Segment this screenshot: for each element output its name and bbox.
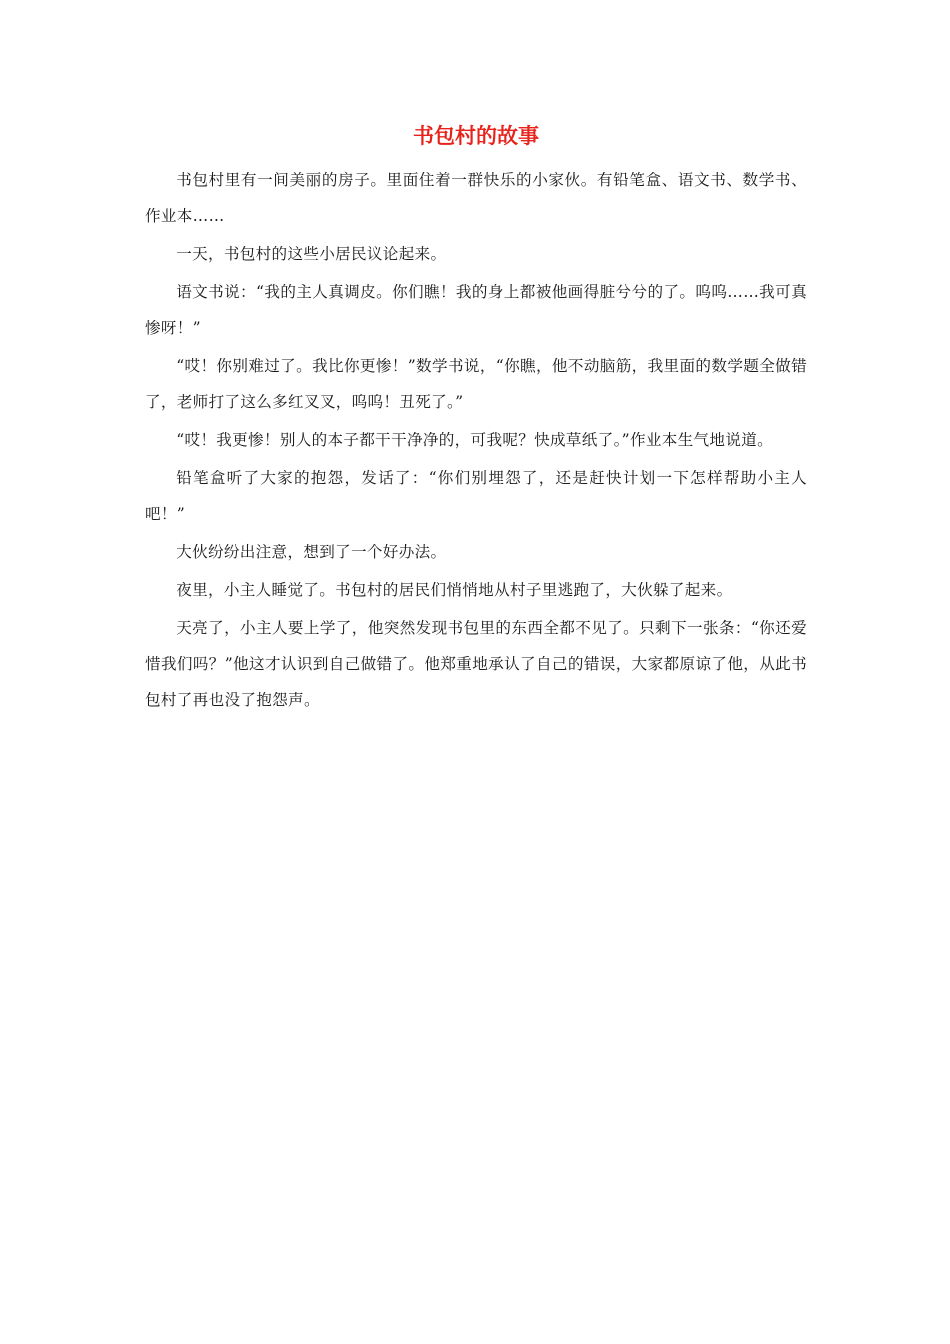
paragraph-1: 书包村里有一间美丽的房子。里面住着一群快乐的小家伙。有铅笔盒、语文书、数学书、作业本…… xyxy=(145,171,807,225)
document-content xyxy=(145,118,807,720)
paragraph-9: 天亮了，小主人要上学了，他突然发现书包里的东西全都不见了。只剩下一张条：“你还爱惜我们吗？”他这才认识到自己做错了。他郑重地承认了自己的错误，大家都原谅了他，从此书包村了再也没了抱怨声。 xyxy=(145,619,807,709)
paragraph-7: 大伙纷纷出注意，想到了一个好办法。 xyxy=(176,543,447,561)
paragraph-4: “哎！你别难过了。我比你更惨！”数学书说，“你瞧，他不动脑筋，我里面的数学题全做错了，老师打了这么多红叉叉，呜呜！丑死了。” xyxy=(145,357,807,411)
paragraph-5: “哎！我更惨！别人的本子都干干净净的，可我呢？快成草纸了。”作业本生气地说道。 xyxy=(176,431,774,449)
paragraph-6: 铅笔盒听了大家的抱怨，发话了：“你们别埋怨了，还是赶快计划一下怎样帮助小主人吧！” xyxy=(145,469,807,523)
paragraph-2: 一天，书包村的这些小居民议论起来。 xyxy=(176,245,447,263)
paragraph-8: 夜里，小主人睡觉了。书包村的居民们悄悄地从村子里逃跑了，大伙躲了起来。 xyxy=(176,581,733,599)
paragraph-3: 语文书说：“我的主人真调皮。你们瞧！我的身上都被他画得脏兮兮的了。呜呜……我可真惨呀！” xyxy=(145,283,807,337)
page-title: 书包村的故事 xyxy=(413,124,539,148)
